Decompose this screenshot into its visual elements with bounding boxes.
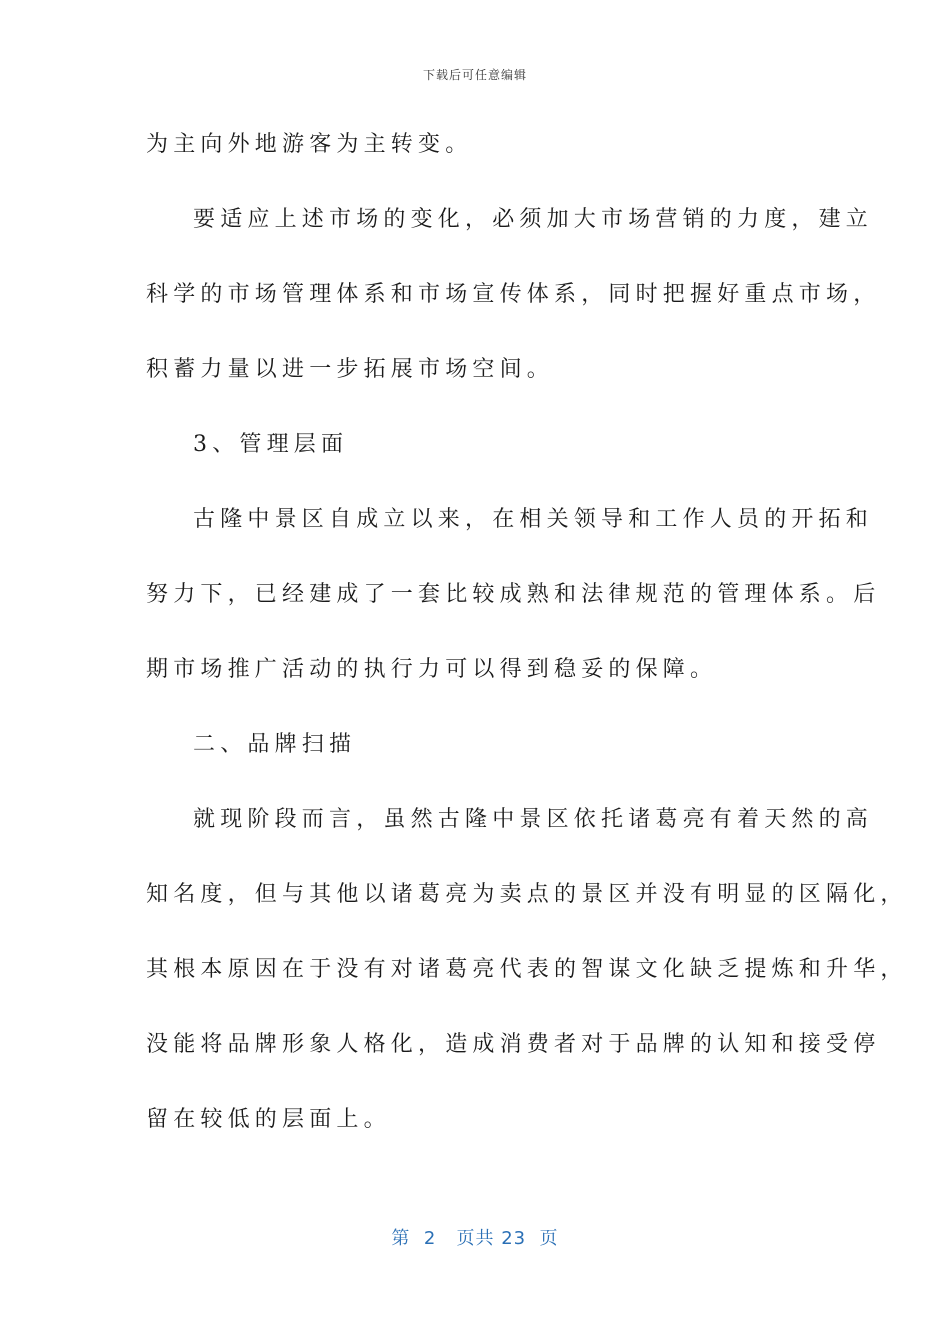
text-line: 努力下，已经建成了一套比较成熟和法律规范的管理体系。后	[146, 582, 881, 607]
text-line: 为主向外地游客为主转变。	[146, 132, 473, 157]
text-line: 留在较低的层面上。	[146, 1107, 391, 1132]
section-heading: 二、品牌扫描	[193, 732, 357, 757]
section-heading: 3、管理层面	[193, 432, 349, 457]
page-number: 第 2 页共 23 页	[391, 1228, 559, 1249]
text-line: 期市场推广活动的执行力可以得到稳妥的保障。	[146, 657, 718, 682]
text-line: 没能将品牌形象人格化，造成消费者对于品牌的认知和接受停	[146, 1032, 881, 1057]
page-header: 下载后可任意编辑	[422, 68, 527, 82]
text-line: 古隆中景区自成立以来，在相关领导和工作人员的开拓和	[193, 507, 874, 532]
text-line: 科学的市场管理体系和市场宣传体系，同时把握好重点市场，	[146, 282, 881, 307]
text-line: 要适应上述市场的变化，必须加大市场营销的力度，建立	[193, 207, 874, 232]
text-line: 积蓄力量以进一步拓展市场空间。	[146, 357, 555, 382]
text-line: 知名度，但与其他以诸葛亮为卖点的景区并没有明显的区隔化，	[146, 882, 908, 907]
text-line: 就现阶段而言，虽然古隆中景区依托诸葛亮有着天然的高	[193, 807, 874, 832]
text-line: 其根本原因在于没有对诸葛亮代表的智谋文化缺乏提炼和升华，	[146, 957, 908, 982]
